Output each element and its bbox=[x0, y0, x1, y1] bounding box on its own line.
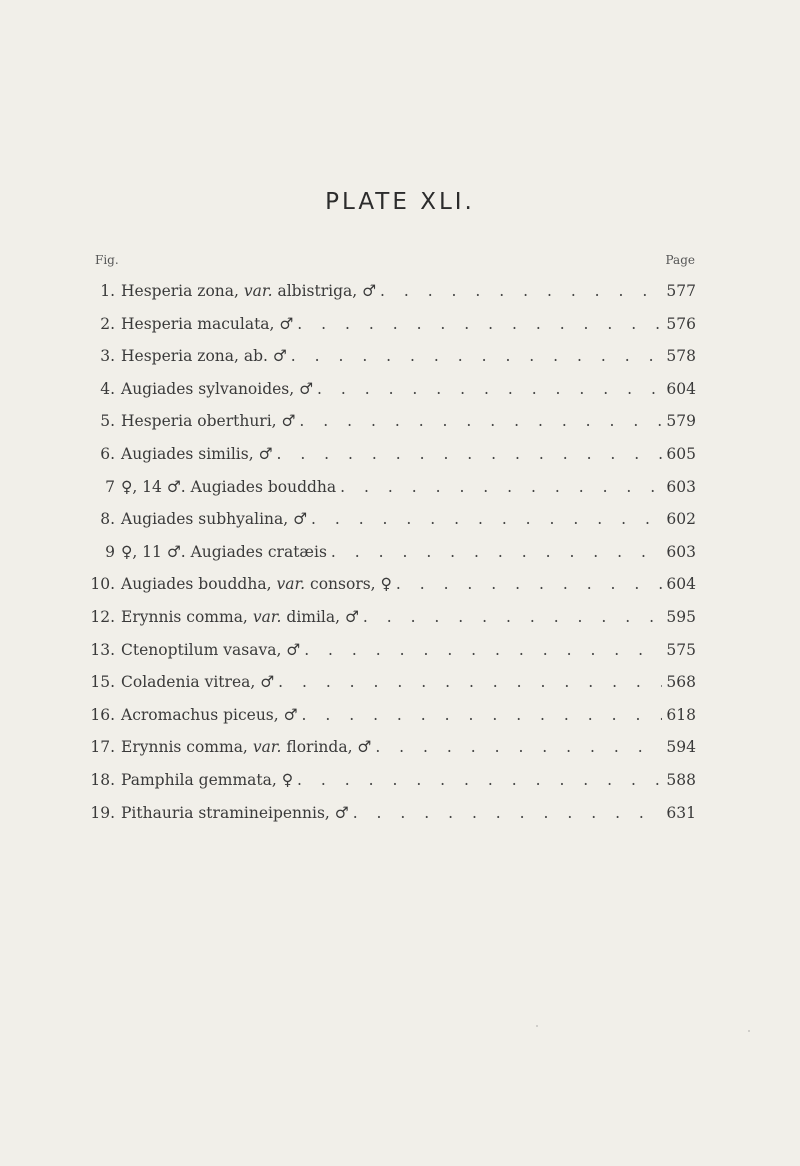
dot-leader bbox=[331, 543, 662, 561]
variety-name: dimila, ♂ bbox=[286, 607, 359, 626]
figure-number: 17. bbox=[90, 738, 115, 757]
species-name bbox=[121, 608, 363, 626]
species-text: Hesperia maculata, ♂ bbox=[121, 314, 294, 333]
dot-leader bbox=[340, 478, 662, 496]
species-text: Erynnis comma, bbox=[121, 738, 248, 757]
page-number: 631 bbox=[666, 803, 696, 822]
dot-leader bbox=[302, 706, 662, 724]
dot-leader bbox=[276, 445, 662, 463]
index-entry bbox=[85, 412, 696, 445]
index-entry bbox=[85, 380, 696, 413]
species-name bbox=[121, 575, 396, 593]
dot-leader bbox=[291, 347, 662, 365]
figure-number: 16. bbox=[90, 705, 115, 724]
species-text: Augiades bouddha, bbox=[121, 575, 272, 594]
variety-abbrev: var. bbox=[276, 575, 306, 594]
species-name bbox=[121, 380, 317, 398]
index-entry bbox=[85, 315, 696, 348]
variety-abbrev: var. bbox=[252, 738, 282, 757]
plate-index-list bbox=[85, 282, 696, 836]
page-number: 604 bbox=[666, 575, 696, 594]
dot-leader bbox=[317, 380, 662, 398]
index-entry bbox=[85, 673, 696, 706]
species-text: ♀, 14 ♂. Augiades bouddha bbox=[121, 477, 337, 496]
figure-number: 9 bbox=[105, 542, 115, 561]
dot-leader bbox=[353, 804, 662, 822]
species-name bbox=[121, 641, 304, 659]
species-name bbox=[121, 347, 291, 365]
figure-number: 12. bbox=[90, 607, 115, 626]
figure-number: 3. bbox=[100, 347, 115, 366]
species-text: Ctenoptilum vasava, ♂ bbox=[121, 640, 301, 659]
dot-leader bbox=[380, 282, 662, 300]
species-name bbox=[121, 315, 297, 333]
figure-number: 19. bbox=[90, 803, 115, 822]
page-number: 568 bbox=[666, 673, 696, 692]
species-text: Hesperia oberthuri, ♂ bbox=[121, 412, 296, 431]
dot-leader bbox=[363, 608, 662, 626]
figure-number: 15. bbox=[90, 673, 115, 692]
plate-title: PLATE XLI. bbox=[325, 189, 475, 215]
species-text: Hesperia zona, ab. ♂ bbox=[121, 347, 287, 366]
page-number: 577 bbox=[666, 282, 696, 300]
page-number: 618 bbox=[666, 705, 696, 724]
index-entry bbox=[85, 608, 696, 641]
variety-abbrev: var. bbox=[252, 607, 282, 626]
figure-number: 10. bbox=[90, 575, 115, 594]
index-entry bbox=[85, 445, 696, 478]
index-entry bbox=[85, 510, 696, 543]
species-text: Augiades similis, ♂ bbox=[121, 444, 273, 463]
fig-column-header: Fig. bbox=[95, 253, 119, 267]
dot-leader bbox=[297, 771, 662, 789]
variety-name: florinda, ♂ bbox=[286, 738, 372, 757]
species-text: Hesperia zona, bbox=[121, 282, 239, 300]
index-entry bbox=[85, 543, 696, 576]
figure-number: 1. bbox=[100, 282, 115, 300]
species-text: Pamphila gemmata, ♀ bbox=[121, 770, 294, 789]
page-number: 603 bbox=[666, 542, 696, 561]
dot-leader bbox=[396, 575, 662, 593]
figure-number: 13. bbox=[90, 640, 115, 659]
species-text: Erynnis comma, bbox=[121, 607, 248, 626]
index-entry bbox=[85, 347, 696, 380]
figure-number: 2. bbox=[100, 314, 115, 333]
page-number: 575 bbox=[666, 640, 696, 659]
species-name bbox=[121, 412, 299, 430]
dot-leader bbox=[297, 315, 662, 333]
species-name bbox=[121, 738, 375, 756]
page-number: 603 bbox=[666, 477, 696, 496]
species-name bbox=[121, 673, 278, 691]
index-entry bbox=[85, 738, 696, 771]
page-number: 605 bbox=[666, 444, 696, 463]
index-entry bbox=[85, 706, 696, 739]
index-entry bbox=[85, 282, 696, 315]
species-text: Augiades subhyalina, ♂ bbox=[121, 510, 307, 529]
page-number: 595 bbox=[666, 607, 696, 626]
variety-abbrev: var. bbox=[243, 282, 273, 300]
variety-name: consors, ♀ bbox=[310, 575, 392, 594]
species-text: Acromachus piceus, ♂ bbox=[121, 705, 298, 724]
figure-number: 6. bbox=[100, 444, 115, 463]
page-number: 588 bbox=[666, 770, 696, 789]
dot-leader bbox=[375, 738, 662, 756]
species-name bbox=[121, 445, 276, 463]
index-entry bbox=[85, 771, 696, 804]
species-name bbox=[121, 478, 340, 496]
page-number: 604 bbox=[666, 379, 696, 398]
species-text: ♀, 11 ♂. Augiades cratæis bbox=[121, 542, 327, 561]
index-entry bbox=[85, 478, 696, 511]
page-number: 578 bbox=[666, 347, 696, 366]
page-number: 602 bbox=[666, 510, 696, 529]
species-text: Pithauria stramineipennis, ♂ bbox=[121, 803, 349, 822]
variety-name: albistriga, ♂ bbox=[277, 282, 376, 300]
species-name bbox=[121, 282, 380, 300]
species-name bbox=[121, 543, 331, 561]
species-text: Augiades sylvanoides, ♂ bbox=[121, 379, 314, 398]
page-number: 576 bbox=[666, 314, 696, 333]
dot-leader bbox=[311, 510, 662, 528]
species-name bbox=[121, 706, 302, 724]
figure-number: 4. bbox=[100, 379, 115, 398]
species-name bbox=[121, 804, 353, 822]
species-text: Coladenia vitrea, ♂ bbox=[121, 673, 275, 692]
page-number: 594 bbox=[666, 738, 696, 757]
figure-number: 8. bbox=[100, 510, 115, 529]
index-entry bbox=[85, 641, 696, 674]
dot-leader bbox=[304, 641, 662, 659]
figure-number: 5. bbox=[100, 412, 115, 431]
index-entry bbox=[85, 575, 696, 608]
species-name bbox=[121, 771, 297, 789]
page-column-header: Page bbox=[665, 253, 695, 267]
dot-leader bbox=[299, 412, 662, 430]
page-number: 579 bbox=[666, 412, 696, 431]
index-entry bbox=[85, 804, 696, 837]
paper-speck bbox=[536, 1025, 538, 1027]
dot-leader bbox=[278, 673, 662, 691]
figure-number: 18. bbox=[90, 770, 115, 789]
paper-speck bbox=[748, 1030, 750, 1032]
species-name bbox=[121, 510, 311, 528]
figure-number: 7 bbox=[105, 477, 115, 496]
